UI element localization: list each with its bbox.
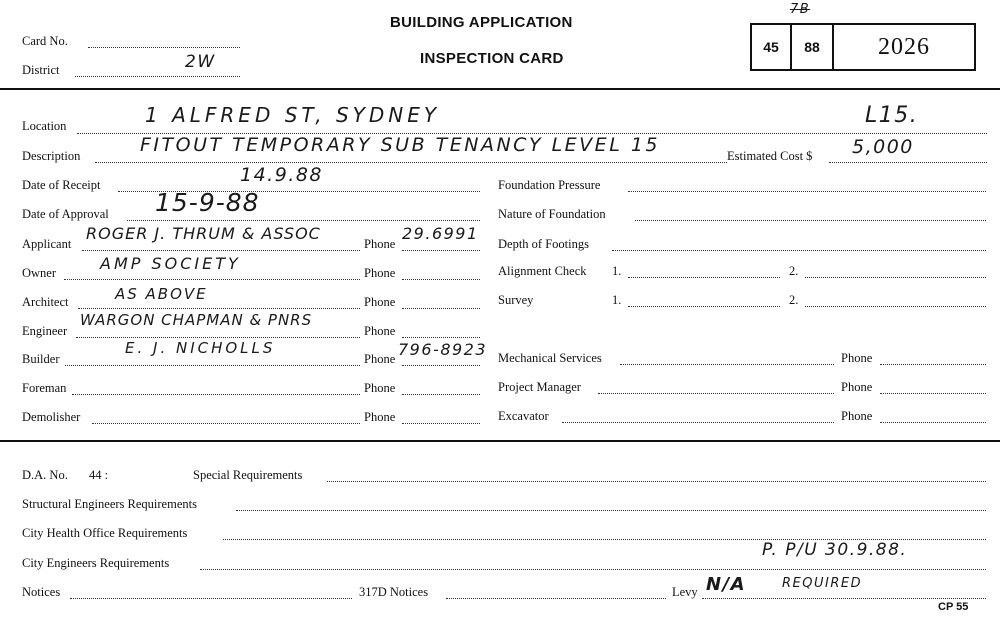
survey-line-1 <box>628 306 780 307</box>
applicant-phone-label: Phone <box>364 237 396 251</box>
box-number-45: 45 <box>752 25 792 69</box>
mechanical-phone-line <box>880 364 986 365</box>
builder-value: E. J. NICHOLLS <box>125 339 276 357</box>
description-label: Description <box>22 149 81 163</box>
owner-phone-line <box>402 279 480 280</box>
mechanical-phone-label: Phone <box>841 351 873 365</box>
levy-note: REQUIRED <box>782 576 863 591</box>
depth-footings-label: Depth of Footings <box>498 237 589 251</box>
project-manager-phone-line <box>880 393 986 394</box>
notices-317d-label: 317D Notices <box>359 585 429 599</box>
foreman-phone-label: Phone <box>364 381 396 395</box>
demolisher-phone-label: Phone <box>364 410 396 424</box>
date-approval-value: 15-9-88 <box>155 188 260 217</box>
architect-label: Architect <box>22 295 69 309</box>
owner-label: Owner <box>22 266 57 280</box>
alignment-line-2 <box>805 277 986 278</box>
card-no-line <box>88 47 240 48</box>
owner-line <box>64 279 360 280</box>
alignment-num-1: 1. <box>612 264 622 278</box>
owner-phone-label: Phone <box>364 266 396 280</box>
city-engineers-value: P. P/U 30.9.88. <box>762 540 908 560</box>
card-title-line1: BUILDING APPLICATION <box>390 14 573 31</box>
notices-317d-line <box>446 598 666 599</box>
mechanical-services-line <box>620 364 834 365</box>
card-no-label: Card No. <box>22 34 68 48</box>
depth-footings-line <box>612 250 986 251</box>
project-manager-label: Project Manager <box>498 380 581 394</box>
estimated-cost-label: Estimated Cost $ <box>727 149 813 163</box>
applicant-value: ROGER J. THRUM & ASSOC <box>86 224 321 243</box>
description-line <box>95 162 727 163</box>
nature-foundation-line <box>635 220 986 221</box>
mechanical-services-label: Mechanical Services <box>498 351 602 365</box>
alignment-num-2: 2. <box>789 264 799 278</box>
project-manager-phone-label: Phone <box>841 380 873 394</box>
location-value: 1 ALFRED ST, SYDNEY <box>145 103 441 127</box>
excavator-phone-line <box>880 422 986 423</box>
builder-phone-line <box>402 365 480 366</box>
builder-label: Builder <box>22 352 60 366</box>
owner-value: AMP SOCIETY <box>100 254 241 273</box>
survey-label: Survey <box>498 293 534 307</box>
date-receipt-value: 14.9.88 <box>240 164 324 186</box>
foreman-label: Foreman <box>22 381 67 395</box>
structural-requirements-label: Structural Engineers Requirements <box>22 497 197 511</box>
applicant-phone-value: 29.6991 <box>402 224 479 243</box>
alignment-line-1 <box>628 277 780 278</box>
architect-phone-line <box>402 308 480 309</box>
card-title-line2: INSPECTION CARD <box>420 50 564 67</box>
date-receipt-label: Date of Receipt <box>22 178 101 192</box>
box-number-88: 88 <box>792 25 834 69</box>
city-engineers-label: City Engineers Requirements <box>22 556 170 570</box>
special-requirements-line <box>327 481 986 482</box>
section-divider <box>0 440 1000 442</box>
location-note: L15. <box>865 103 919 128</box>
special-requirements-label: Special Requirements <box>193 468 303 482</box>
excavator-line <box>562 422 834 423</box>
builder-line <box>65 365 360 366</box>
architect-line <box>78 308 360 309</box>
levy-label: Levy <box>672 585 698 599</box>
engineer-line <box>76 337 360 338</box>
survey-num-2: 2. <box>789 293 799 307</box>
nature-foundation-label: Nature of Foundation <box>498 207 606 221</box>
engineer-label: Engineer <box>22 324 68 338</box>
engineer-phone-label: Phone <box>364 324 396 338</box>
foundation-pressure-line <box>628 191 986 192</box>
levy-value: N/A <box>706 574 747 595</box>
header-divider <box>0 88 1000 90</box>
project-manager-line <box>598 393 834 394</box>
district-value: 2W <box>185 52 216 72</box>
notices-label: Notices <box>22 585 61 599</box>
form-code: CP 55 <box>938 601 969 613</box>
builder-phone-value: 796-8923 <box>398 340 488 359</box>
levy-line <box>702 598 986 599</box>
applicant-label: Applicant <box>22 237 72 251</box>
structural-requirements-line <box>236 510 986 511</box>
survey-line-2 <box>805 306 986 307</box>
engineer-phone-line <box>402 337 480 338</box>
box-number-2026: 2026 <box>878 33 930 60</box>
da-no-label: D.A. No. <box>22 468 68 482</box>
da-no-value: 44 : <box>89 468 109 482</box>
city-engineers-line <box>200 569 986 570</box>
foundation-pressure-label: Foundation Pressure <box>498 178 601 192</box>
district-line <box>75 76 240 77</box>
demolisher-label: Demolisher <box>22 410 81 424</box>
description-value: FITOUT TEMPORARY SUB TENANCY LEVEL 15 <box>140 134 660 156</box>
health-requirements-label: City Health Office Requirements <box>22 526 188 540</box>
builder-phone-label: Phone <box>364 352 396 366</box>
applicant-line <box>82 250 360 251</box>
architect-value: AS ABOVE <box>115 285 208 303</box>
location-label: Location <box>22 119 67 133</box>
survey-num-1: 1. <box>612 293 622 307</box>
alignment-check-label: Alignment Check <box>498 264 587 278</box>
struck-stamp: 7B <box>790 2 811 17</box>
excavator-phone-label: Phone <box>841 409 873 423</box>
excavator-label: Excavator <box>498 409 549 423</box>
card-number-box <box>750 23 976 71</box>
architect-phone-label: Phone <box>364 295 396 309</box>
notices-line <box>70 598 352 599</box>
district-label: District <box>22 63 60 77</box>
engineer-value: WARGON CHAPMAN & PNRS <box>80 311 313 329</box>
estimated-cost-value: 5,000 <box>852 136 914 158</box>
foreman-phone-line <box>402 394 480 395</box>
estimated-cost-line <box>829 162 987 163</box>
date-approval-line <box>127 220 480 221</box>
demolisher-line <box>92 423 360 424</box>
applicant-phone-line <box>402 250 480 251</box>
demolisher-phone-line <box>402 423 480 424</box>
foreman-line <box>72 394 360 395</box>
date-approval-label: Date of Approval <box>22 207 109 221</box>
